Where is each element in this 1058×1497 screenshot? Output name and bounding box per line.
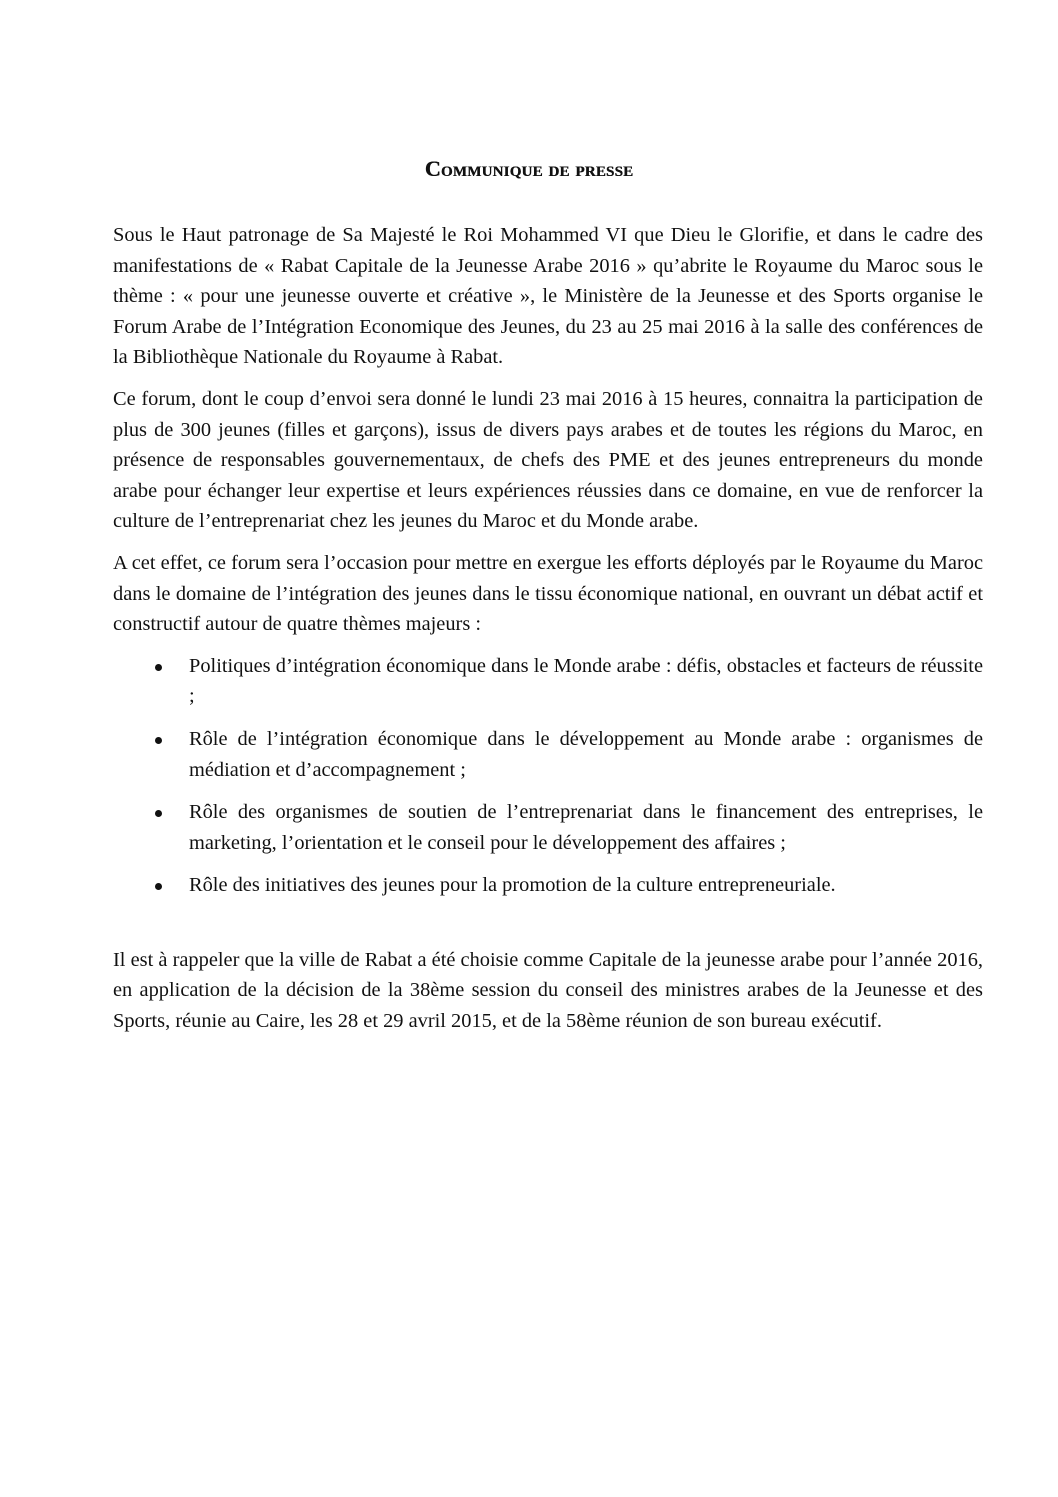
paragraph-themes-intro: A cet effet, ce forum sera l’occasion pour mettre en exergue les efforts déployés par le Royaume du Maroc dans le domaine de l’intégration des jeunes dans le tissu économique national, en ouvrant un débat actif et constructif autour de quatre thèmes majeurs : [113,551,983,636]
document-title: Communique de presse [424,156,634,181]
list-item [113,651,983,712]
bullet-icon [155,810,162,817]
document-body [113,220,983,1048]
list-item [113,724,983,785]
paragraph-forum: Ce forum, dont le coup d’envoi sera donné le lundi 23 mai 2016 à 15 heures, connaitra la participation de plus de 300 jeunes (filles et garçons), issus de divers pays arabes et de toutes les régions du Maroc, en présence de responsables gouvernementaux, de chefs des PME et des jeunes entrepreneurs du monde arabe pour échanger leur expertise et leurs expériences réussies dans ce domaine, en vue de renforcer la culture de l’entreprenariat chez les jeunes du Maroc et du Monde arabe. [113,387,983,533]
list-item-text: Politiques d’intégration économique dans le Monde arabe : défis, obstacles et facteurs de réussite ; [189,654,983,708]
paragraph-closing: Il est à rappeler que la ville de Rabat a été choisie comme Capitale de la jeunesse arabe pour l’année 2016, en application de la décision de la 38ème session du conseil des ministres arabes de la Jeunesse et des Sports, réunie au Caire, les 28 et 29 avril 2015, et de la 58ème réunion de son bureau exécutif. [113,948,983,1033]
list-item-text: Rôle des organismes de soutien de l’entreprenariat dans le financement des entreprises, le marketing, l’orientation et le conseil pour le développement des affaires ; [189,801,983,854]
themes-list [113,651,983,901]
bullet-icon [155,883,162,890]
bullet-icon [155,737,162,744]
list-item-text: Rôle des initiatives des jeunes pour la promotion de la culture entrepreneuriale. [189,874,836,897]
paragraph-intro: Sous le Haut patronage de Sa Majesté le Roi Mohammed VI que Dieu le Glorifie, et dans le cadre des manifestations de « Rabat Capitale de la Jeunesse Arabe 2016 » qu’abrite le Royaume du Maroc sous le thème : « pour une jeunesse ouverte et créative », le Ministère de la Jeunesse et des Sports organise le Forum Arabe de l’Intégration Economique des Jeunes, du 23 au 25 mai 2016 à la salle des conférences de la Bibliothèque Nationale du Royaume à Rabat. [113,224,983,369]
list-item-text: Rôle de l’intégration économique dans le développement au Monde arabe : organismes de médiation et d’accompagnement ; [189,727,983,781]
list-item [113,797,983,858]
list-item [113,870,983,901]
bullet-icon [155,664,162,671]
